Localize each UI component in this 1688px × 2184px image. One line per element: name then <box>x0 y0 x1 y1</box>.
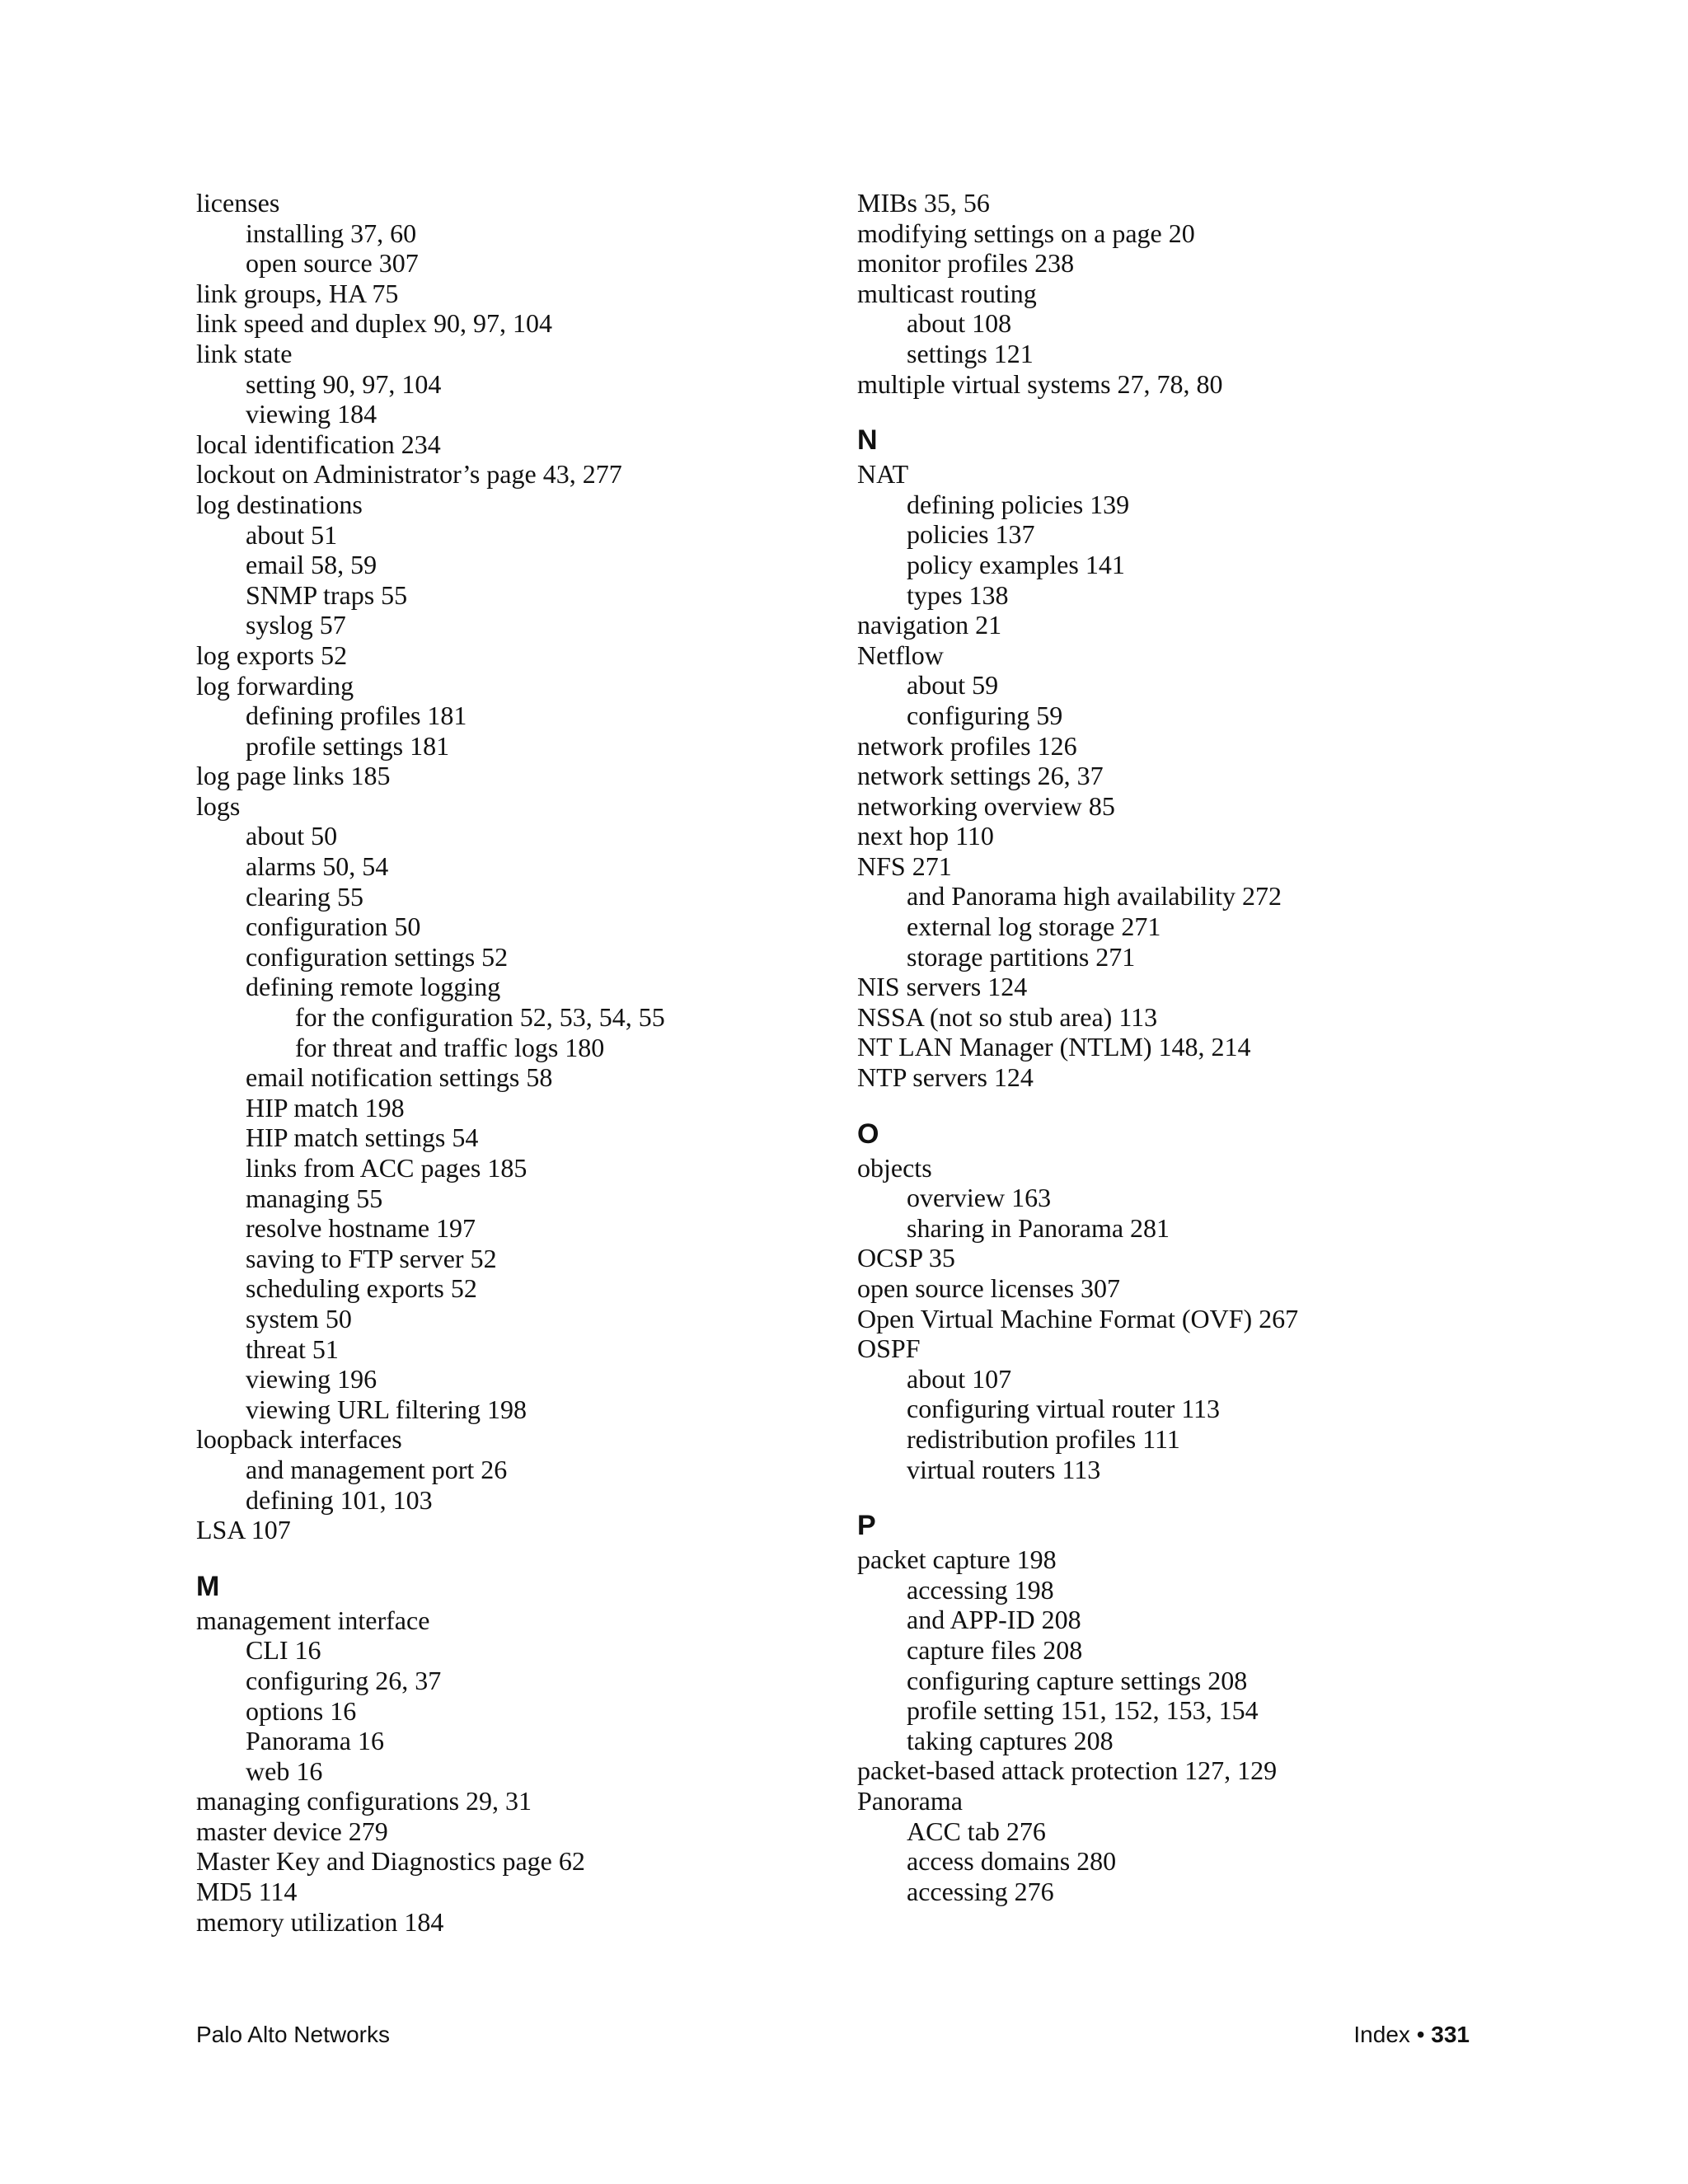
index-subentry: syslog 57 <box>246 610 346 640</box>
index-entry: log exports 52 <box>196 640 348 670</box>
index-subentry: defining remote logging <box>246 972 501 1002</box>
index-entry: NTP servers 124 <box>857 1062 1034 1093</box>
index-subentry: configuring 26, 37 <box>246 1665 442 1695</box>
index-entry: MIBs 35, 56 <box>857 188 990 218</box>
index-subentry: options 16 <box>246 1695 357 1726</box>
index-subentry: viewing 196 <box>246 1364 377 1394</box>
index-column-right <box>857 188 1500 1906</box>
index-subentry: profile setting 151, 152, 153, 154 <box>907 1695 1259 1726</box>
index-entry: NAT <box>857 459 909 490</box>
index-entry: monitor profiles 238 <box>857 248 1075 279</box>
index-subentry: managing 55 <box>246 1183 383 1213</box>
index-entry: Panorama <box>857 1785 963 1816</box>
footer-separator: • <box>1416 2022 1425 2047</box>
index-subentry: alarms 50, 54 <box>246 851 389 882</box>
index-subentry: and APP-ID 208 <box>907 1605 1081 1635</box>
index-subentry: resolve hostname 197 <box>246 1213 476 1244</box>
index-entry: Netflow <box>857 640 944 670</box>
index-entry: objects <box>857 1152 932 1183</box>
index-subentry: configuration 50 <box>246 912 421 942</box>
index-subentry: saving to FTP server 52 <box>246 1243 497 1273</box>
index-entry: managing configurations 29, 31 <box>196 1786 532 1816</box>
index-subentry: defining profiles 181 <box>246 701 467 731</box>
index-entry: master device 279 <box>196 1816 388 1846</box>
index-subentry: configuring capture settings 208 <box>907 1665 1248 1695</box>
index-subentry: system 50 <box>246 1303 352 1333</box>
index-subentry: settings 121 <box>907 338 1034 368</box>
index-entry: multicast routing <box>857 278 1037 308</box>
index-entry: modifying settings on a page 20 <box>857 218 1195 248</box>
index-entry: LSA 107 <box>196 1515 291 1545</box>
index-subentry: clearing 55 <box>246 881 364 912</box>
index-entry: loopback interfaces <box>196 1424 402 1455</box>
index-subentry: threat 51 <box>246 1333 339 1364</box>
index-subentry: redistribution profiles 111 <box>907 1423 1180 1454</box>
index-subentry: links from ACC pages 185 <box>246 1153 528 1183</box>
index-subentry: SNMP traps 55 <box>246 579 408 610</box>
index-subentry: sharing in Panorama 281 <box>907 1212 1170 1243</box>
index-subentry: and management port 26 <box>246 1454 508 1484</box>
section-letter-heading: M <box>196 1570 220 1602</box>
index-subentry: configuring virtual router 113 <box>907 1394 1221 1424</box>
index-entry: local identification 234 <box>196 429 441 459</box>
index-entry: OCSP 35 <box>857 1243 955 1273</box>
index-subentry: installing 37, 60 <box>246 218 417 248</box>
index-subentry: viewing 184 <box>246 399 377 429</box>
index-entry: Open Virtual Machine Format (OVF) 267 <box>857 1303 1299 1333</box>
index-subentry: for the configuration 52, 53, 54, 55 <box>295 1002 665 1033</box>
index-subentry: about 107 <box>907 1363 1012 1394</box>
index-subentry: Panorama 16 <box>246 1726 384 1756</box>
index-subentry: accessing 276 <box>907 1876 1054 1906</box>
index-subentry: and Panorama high availability 272 <box>907 881 1282 912</box>
footer-page-number: 331 <box>1431 2022 1470 2047</box>
index-subentry: email notification settings 58 <box>246 1062 553 1093</box>
index-entry: NT LAN Manager (NTLM) 148, 214 <box>857 1032 1251 1062</box>
index-subentry: policy examples 141 <box>907 549 1125 579</box>
index-subentry: policies 137 <box>907 519 1035 550</box>
index-subentry: storage partitions 271 <box>907 941 1136 972</box>
index-entry: OSPF <box>857 1333 921 1364</box>
index-entry: link speed and duplex 90, 97, 104 <box>196 308 552 339</box>
index-subentry: ACC tab 276 <box>907 1816 1046 1846</box>
index-subentry: viewing URL filtering 198 <box>246 1394 527 1424</box>
index-subentry: profile settings 181 <box>246 730 450 761</box>
index-subentry: overview 163 <box>907 1183 1052 1213</box>
index-entry: Master Key and Diagnostics page 62 <box>196 1846 585 1877</box>
index-subentry: about 59 <box>907 670 999 701</box>
index-subentry: access domains 280 <box>907 1846 1117 1877</box>
index-subentry: scheduling exports 52 <box>246 1273 477 1304</box>
index-entry: management interface <box>196 1605 430 1635</box>
index-subentry: CLI 16 <box>246 1635 321 1666</box>
index-entry: log forwarding <box>196 670 354 701</box>
footer-section: Index <box>1353 2022 1410 2047</box>
index-subentry: email 58, 59 <box>246 550 377 580</box>
index-subentry: for threat and traffic logs 180 <box>295 1032 605 1062</box>
index-subentry: defining policies 139 <box>907 489 1130 519</box>
footer-page-label <box>1353 2021 1470 2049</box>
index-subentry: web 16 <box>246 1755 323 1786</box>
index-entry: network profiles 126 <box>857 730 1077 761</box>
index-entry: memory utilization 184 <box>196 1906 444 1937</box>
index-entry: packet-based attack protection 127, 129 <box>857 1755 1278 1786</box>
index-entry: log destinations <box>196 489 363 519</box>
section-letter-heading: O <box>857 1118 879 1150</box>
index-entry: logs <box>196 790 241 821</box>
index-entry: NIS servers 124 <box>857 972 1028 1002</box>
index-subentry: configuring 59 <box>907 700 1063 730</box>
section-letter-heading: N <box>857 424 878 457</box>
index-entry: navigation 21 <box>857 610 1002 640</box>
section-letter-heading: P <box>857 1510 876 1542</box>
index-entry: packet capture 198 <box>857 1544 1057 1575</box>
index-entry: open source licenses 307 <box>857 1273 1121 1303</box>
index-entry: multiple virtual systems 27, 78, 80 <box>857 368 1223 399</box>
index-subentry: HIP match settings 54 <box>246 1122 479 1153</box>
index-subentry: external log storage 271 <box>907 912 1161 942</box>
index-subentry: taking captures 208 <box>907 1725 1114 1755</box>
index-subentry: setting 90, 97, 104 <box>246 368 442 399</box>
index-subentry: about 50 <box>246 821 338 851</box>
index-entry: log page links 185 <box>196 761 391 791</box>
index-subentry: types 138 <box>907 579 1009 610</box>
index-entry: MD5 114 <box>196 1877 298 1907</box>
index-entry: link state <box>196 338 293 368</box>
index-subentry: about 108 <box>907 308 1012 339</box>
index-entry: lockout on Administrator’s page 43, 277 <box>196 459 622 490</box>
index-subentry: configuration settings 52 <box>246 941 509 972</box>
footer-publisher: Palo Alto Networks <box>196 2022 390 2047</box>
index-entry: licenses <box>196 188 280 218</box>
index-subentry: virtual routers 113 <box>907 1454 1101 1484</box>
index-subentry: capture files 208 <box>907 1634 1083 1665</box>
index-subentry: open source 307 <box>246 248 419 279</box>
index-subentry: defining 101, 103 <box>246 1484 433 1515</box>
index-entry: NFS 271 <box>857 851 952 881</box>
index-subentry: accessing 198 <box>907 1574 1054 1605</box>
index-entry: next hop 110 <box>857 821 994 851</box>
index-entry: link groups, HA 75 <box>196 278 399 308</box>
index-subentry: about 51 <box>246 519 338 550</box>
index-subentry: HIP match 198 <box>246 1092 405 1122</box>
index-column-left <box>196 188 839 1937</box>
index-entry: network settings 26, 37 <box>857 761 1104 791</box>
index-entry: NSSA (not so stub area) 113 <box>857 1001 1158 1032</box>
index-entry: networking overview 85 <box>857 790 1115 821</box>
